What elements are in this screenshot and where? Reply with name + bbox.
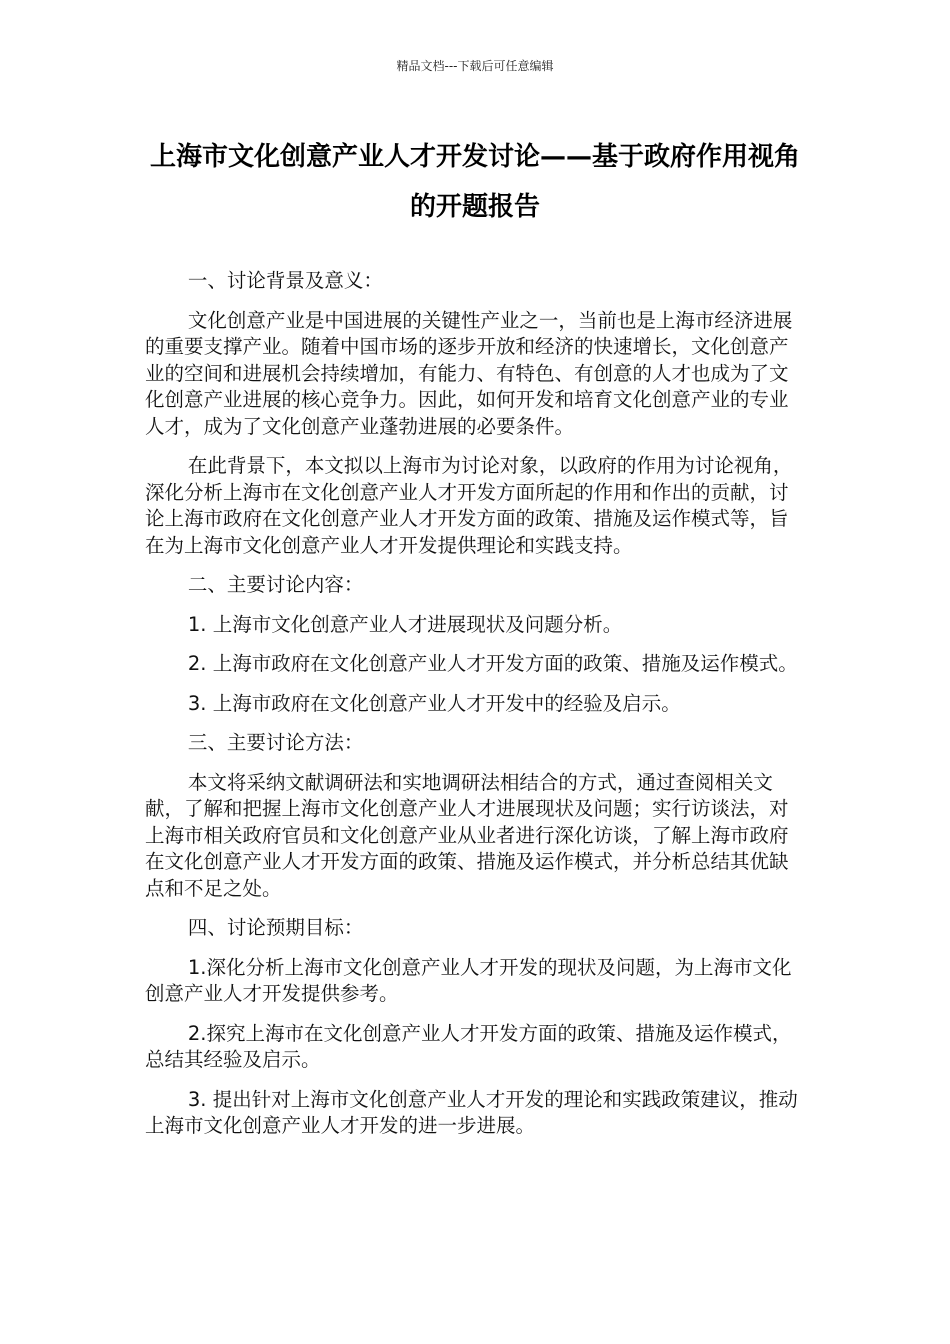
header-note: 精品文档---下载后可任意编辑 <box>396 59 554 73</box>
paragraph-background-1: 文化创意产业是中国进展的关键性产业之一，当前也是上海市经济进展的重要支撑产业。随着中国市场的逐步开放和经济的快速增长，文化创意产业的空间和进展机会持续增加，有能力、有特色、有创意的人才也成为了文化创意产业进展的核心竞争力。因此，如何开发和培育文化创意产业的专业人才，成为了文化创意产业蓬勃进展的必要条件。 <box>145 308 793 438</box>
goal-item-1: 1.深化分析上海市文化创意产业人才开发的现状及问题，为上海市文化创意产业人才开发提供参考。 <box>145 955 792 1005</box>
section-heading-goals: 四、讨论预期目标： <box>187 916 364 939</box>
section-heading-content: 二、主要讨论内容： <box>187 573 364 596</box>
paragraph-methods: 本文将采纳文献调研法和实地调研法相结合的方式，通过查阅相关文献，了解和把握上海市文化创意产业人才进展现状及问题；实行访谈法，对上海市相关政府官员和文化创意产业从业者进行深化访谈，了解上海市政府在文化创意产业人才开发方面的政策、措施及运作模式，并分析总结其优缺点和不足之处。 <box>145 770 789 900</box>
section-heading-methods: 三、主要讨论方法： <box>187 731 364 754</box>
content-item-3: 3. 上海市政府在文化创意产业人才开发中的经验及启示。 <box>187 691 681 715</box>
document-body <box>145 268 805 1153</box>
goal-item-3: 3. 提出针对上海市文化创意产业人才开发的理论和实践政策建议，推动上海市文化创意产业人才开发的进一步进展。 <box>145 1087 798 1137</box>
paragraph-background-2: 在此背景下，本文拟以上海市为讨论对象，以政府的作用为讨论视角，深化分析上海市在文化创意产业人才开发方面所起的作用和作出的贡献，讨论上海市政府在文化创意产业人才开发方面的政策、措施及运作模式等，旨在为上海市文化创意产业人才开发提供理论和实践支持。 <box>145 454 793 557</box>
goal-item-2: 2.探究上海市在文化创意产业人才开发方面的政策、措施及运作模式，总结其经验及启示。 <box>145 1021 792 1071</box>
section-heading-background: 一、讨论背景及意义： <box>187 269 383 292</box>
content-item-2: 2. 上海市政府在文化创意产业人才开发方面的政策、措施及运作模式。 <box>187 652 798 675</box>
document-title: 上海市文化创意产业人才开发讨论——基于政府作用视角的开题报告 <box>149 142 800 222</box>
content-item-1: 1. 上海市文化创意产业人才进展现状及问题分析。 <box>187 612 623 636</box>
